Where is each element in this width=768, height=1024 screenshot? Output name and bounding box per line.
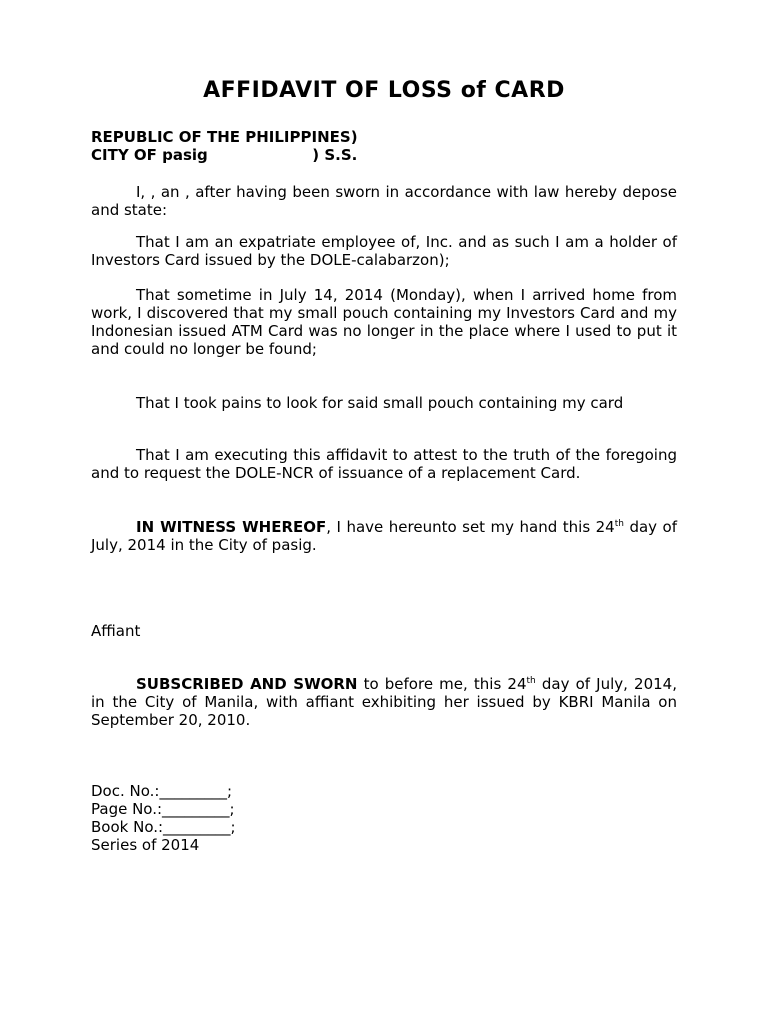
subscribed-text-2: day of July, 2014, in the City of Manila, with affiant exhibiting her issued by KBRI Manila on September 20, 2010. bbox=[91, 675, 677, 729]
doc-number: Doc. No.:_________; bbox=[91, 782, 233, 800]
paragraph-deponent: I, , an , after having been sworn in accordance with law hereby depose and state: bbox=[91, 183, 677, 219]
affiant-label: Affiant bbox=[91, 622, 141, 640]
caption-republic: REPUBLIC OF THE PHILIPPINES) bbox=[91, 128, 358, 146]
witness-text-1: , I have hereunto set my hand this 24 bbox=[326, 518, 615, 536]
venue-caption bbox=[91, 128, 358, 164]
document-title: AFFIDAVIT OF LOSS of CARD bbox=[203, 78, 565, 103]
paragraph-loss-account: That sometime in July 14, 2014 (Monday), when I arrived home from work, I discovered that my small pouch containing my Investors Card and my Indonesian issued ATM Card was no longer in the place where I used to put it and could no longer be found; bbox=[91, 286, 677, 358]
book-number: Book No.:_________; bbox=[91, 818, 236, 836]
caption-city: CITY OF pasig ) S.S. bbox=[91, 146, 358, 164]
series-year: Series of 2014 bbox=[91, 836, 200, 854]
paragraph-employment: That I am an expatriate employee of, Inc. and as such I am a holder of Investors Card issued by the DOLE-calabarzon); bbox=[91, 233, 677, 269]
subscribed-heading: SUBSCRIBED AND SWORN bbox=[136, 675, 358, 693]
witness-text-2: day of July, 2014 in the City of pasig. bbox=[91, 518, 677, 554]
paragraph-witness bbox=[91, 518, 677, 554]
notary-details bbox=[91, 782, 236, 854]
paragraph-purpose: That I am executing this affidavit to attest to the truth of the foregoing and to request the DOLE-NCR of issuance of a replacement Card. bbox=[91, 446, 677, 482]
page-number: Page No.:_________; bbox=[91, 800, 235, 818]
paragraph-search: That I took pains to look for said small pouch containing my card bbox=[136, 394, 624, 412]
witness-ordinal: th bbox=[614, 519, 624, 529]
subscribed-text-1: to before me, this 24 bbox=[357, 675, 527, 693]
paragraph-subscribed bbox=[91, 675, 677, 729]
subscribed-ordinal: th bbox=[526, 676, 536, 686]
witness-heading: IN WITNESS WHEREOF bbox=[136, 518, 327, 536]
